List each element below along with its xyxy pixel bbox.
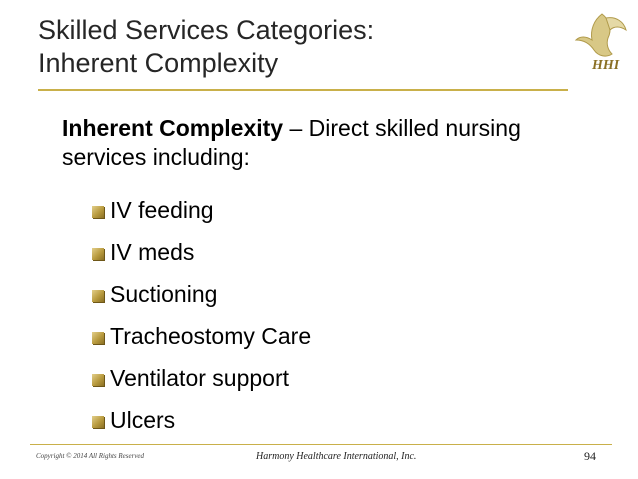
bullet-square-icon — [92, 332, 104, 344]
list-item — [92, 189, 311, 231]
intro-paragraph — [62, 114, 582, 172]
intro-term: Inherent Complexity — [62, 115, 284, 141]
list-item-text: Tracheostomy Care — [110, 322, 312, 349]
bullet-square-icon — [92, 374, 104, 386]
title-line-2: Inherent Complexity — [38, 48, 279, 78]
list-item-text: IV feeding — [110, 196, 214, 223]
company-name: Harmony Healthcare International, Inc. — [256, 451, 417, 462]
dove-logo-icon — [572, 6, 632, 76]
bullet-square-icon — [92, 290, 104, 302]
list-item — [92, 315, 311, 357]
hhi-logo — [572, 6, 632, 76]
copyright-text: Copyright © 2014 All Rights Reserved — [36, 452, 145, 460]
intro-description: – Direct skilled nursing services including: — [62, 115, 521, 170]
list-item — [92, 357, 311, 399]
logo-text: HHI — [592, 58, 620, 73]
list-item — [92, 399, 311, 441]
title-line-1: Skilled Services Categories: — [38, 15, 375, 45]
list-item-text: IV meds — [110, 238, 195, 265]
list-item — [92, 231, 311, 273]
page-number: 94 — [584, 449, 596, 463]
footer-divider — [30, 444, 612, 445]
list-item-text: Ulcers — [110, 406, 176, 433]
list-item-text: Suctioning — [110, 280, 218, 307]
list-item-text: Ventilator support — [110, 364, 290, 391]
bullet-square-icon — [92, 416, 104, 428]
slide-title — [38, 14, 374, 80]
services-list — [92, 189, 311, 441]
bullet-square-icon — [92, 206, 104, 218]
bullet-square-icon — [92, 248, 104, 260]
list-item — [92, 273, 311, 315]
title-divider — [38, 89, 568, 91]
